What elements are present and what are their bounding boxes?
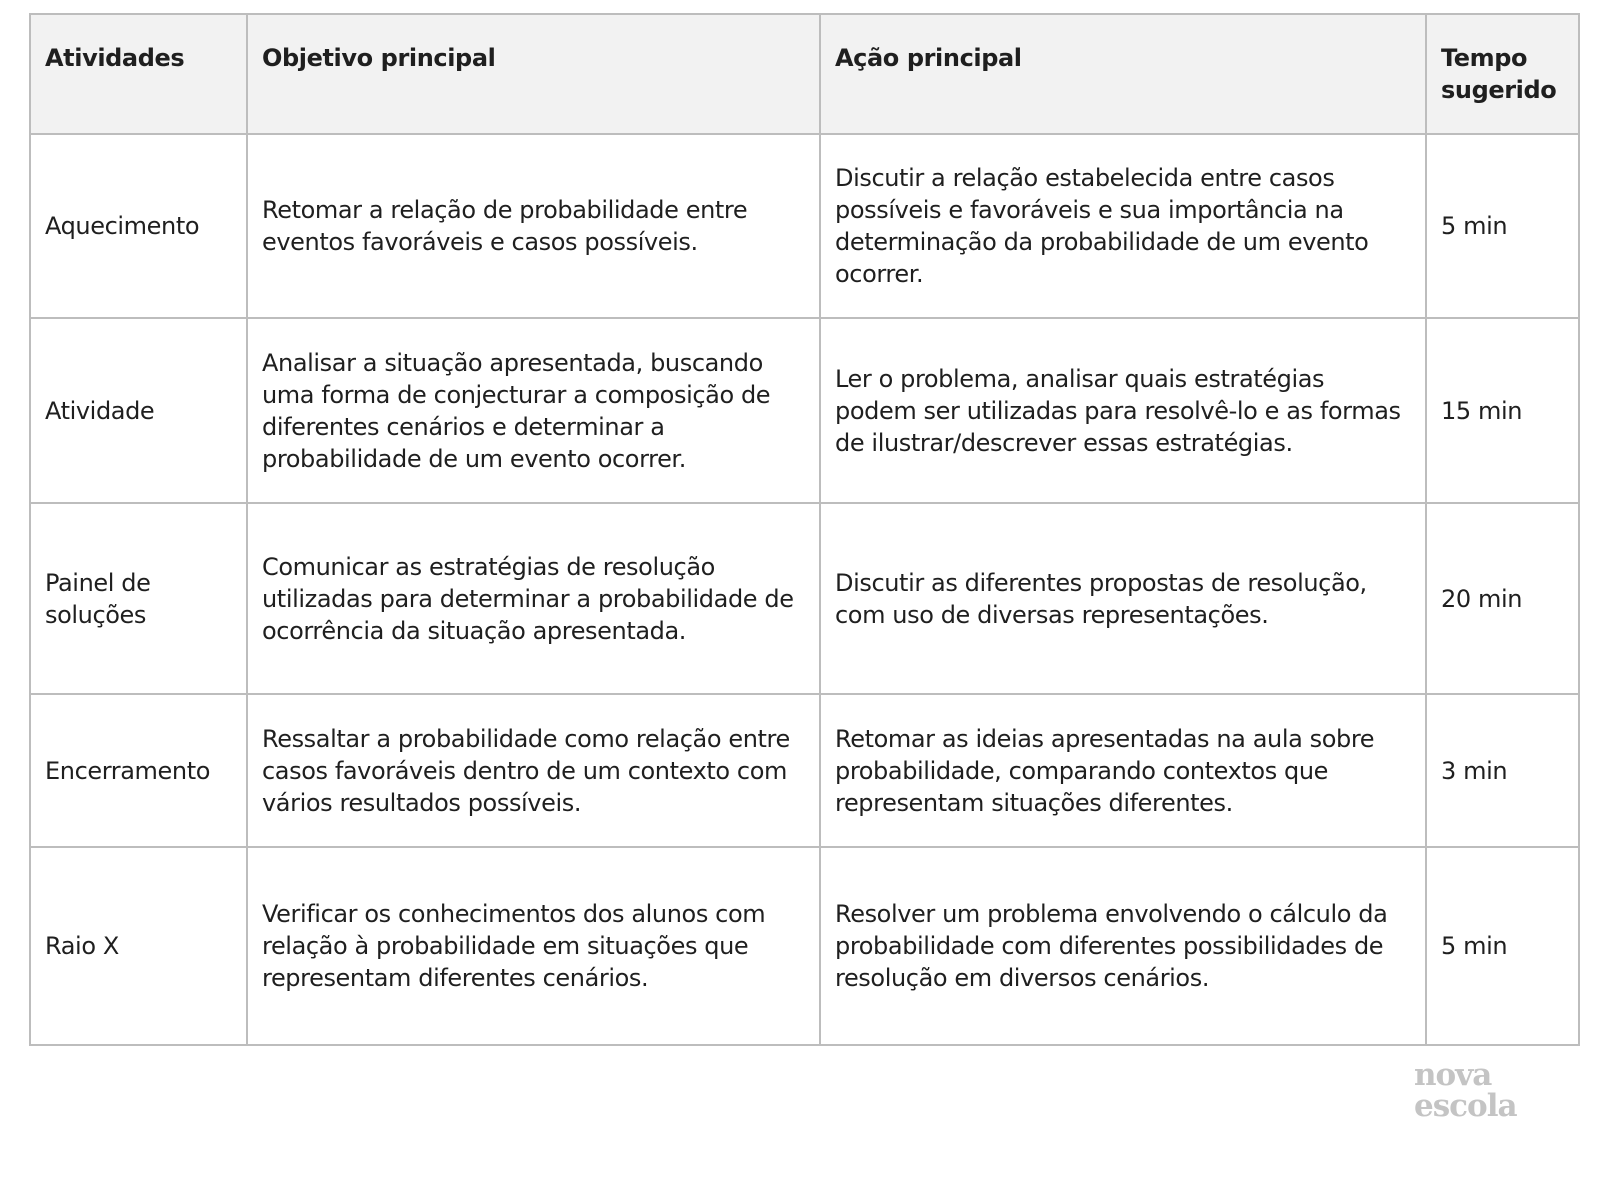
logo-line-escola: escola bbox=[1414, 1088, 1517, 1124]
cell-acao: Discutir as diferentes propostas de resolução, com uso de diversas representações. bbox=[820, 503, 1426, 694]
cell-atividade: Encerramento bbox=[30, 694, 247, 847]
cell-objetivo: Ressaltar a probabilidade como relação entre casos favoráveis dentro de um contexto com vários resultados possíveis. bbox=[247, 694, 820, 847]
cell-atividade: Aquecimento bbox=[30, 134, 247, 318]
cell-objetivo: Analisar a situação apresentada, buscando uma forma de conjecturar a composição de diferentes cenários e determinar a probabilidade de um evento ocorrer. bbox=[247, 318, 820, 503]
table-row bbox=[30, 847, 1579, 1045]
table-row bbox=[30, 503, 1579, 694]
cell-tempo: 3 min bbox=[1426, 694, 1579, 847]
cell-objetivo: Retomar a relação de probabilidade entre eventos favoráveis e casos possíveis. bbox=[247, 134, 820, 318]
table-header-row bbox=[30, 14, 1579, 134]
table-row bbox=[30, 134, 1579, 318]
lesson-plan-table bbox=[29, 13, 1580, 1046]
cell-tempo: 20 min bbox=[1426, 503, 1579, 694]
cell-objetivo: Verificar os conhecimentos dos alunos com relação à probabilidade em situações que representam diferentes cenários. bbox=[247, 847, 820, 1045]
logo-line-nova: nova bbox=[1414, 1057, 1492, 1093]
nova-escola-logo bbox=[1414, 1057, 1534, 1124]
cell-atividade: Raio X bbox=[30, 847, 247, 1045]
header-objetivo: Objetivo principal bbox=[247, 14, 820, 134]
cell-acao: Retomar as ideias apresentadas na aula sobre probabilidade, comparando contextos que representam situações diferentes. bbox=[820, 694, 1426, 847]
header-atividades: Atividades bbox=[30, 14, 247, 134]
cell-tempo: 5 min bbox=[1426, 847, 1579, 1045]
table-row bbox=[30, 694, 1579, 847]
cell-tempo: 5 min bbox=[1426, 134, 1579, 318]
cell-acao: Discutir a relação estabelecida entre casos possíveis e favoráveis e sua importância na determinação da probabilidade de um evento ocorrer. bbox=[820, 134, 1426, 318]
cell-acao: Ler o problema, analisar quais estratégias podem ser utilizadas para resolvê-lo e as formas de ilustrar/descrever essas estratégias. bbox=[820, 318, 1426, 503]
cell-objetivo: Comunicar as estratégias de resolução utilizadas para determinar a probabilidade de ocorrência da situação apresentada. bbox=[247, 503, 820, 694]
header-acao: Ação principal bbox=[820, 14, 1426, 134]
cell-atividade: Painel de soluções bbox=[30, 503, 247, 694]
cell-atividade: Atividade bbox=[30, 318, 247, 503]
table-row bbox=[30, 318, 1579, 503]
cell-acao: Resolver um problema envolvendo o cálculo da probabilidade com diferentes possibilidades de resolução em diversos cenários. bbox=[820, 847, 1426, 1045]
cell-tempo: 15 min bbox=[1426, 318, 1579, 503]
header-tempo: Tempo sugerido bbox=[1426, 14, 1579, 134]
